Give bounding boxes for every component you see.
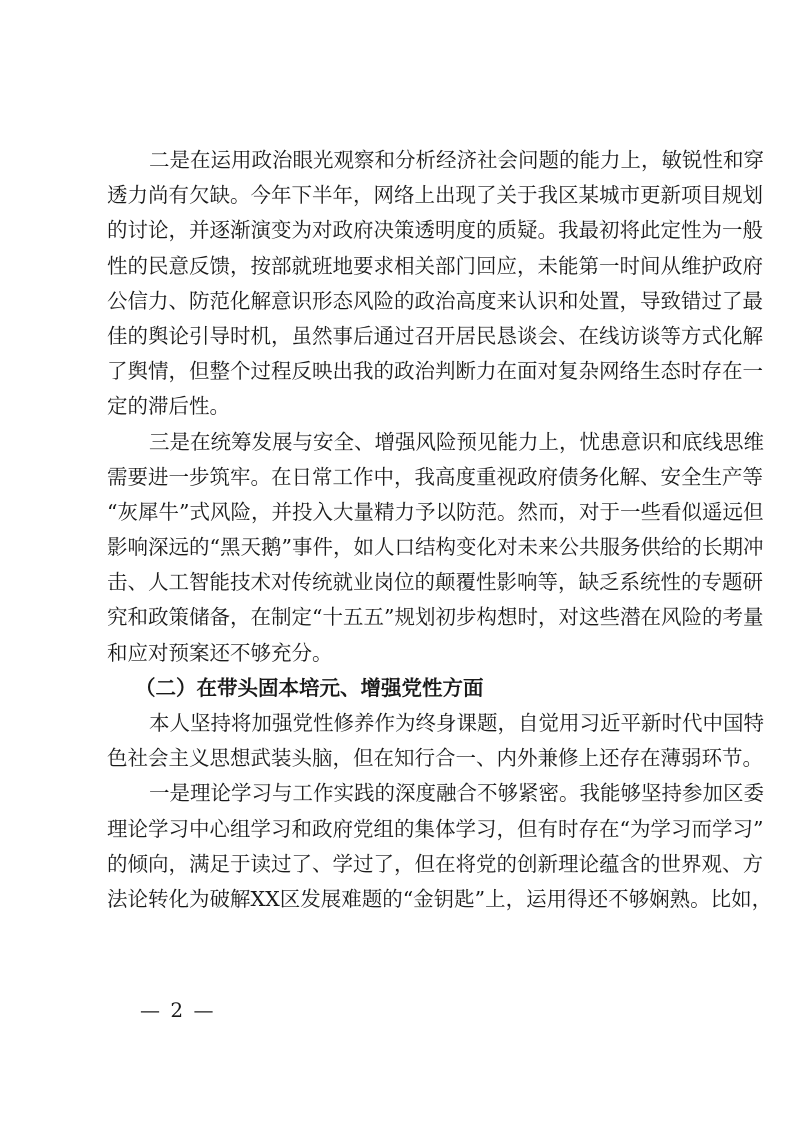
text-line: 影响深远的“黑天鹅”事件，如人口结构变化对未来公共服务供给的长期冲 bbox=[107, 535, 764, 560]
document-body bbox=[107, 143, 773, 917]
text-line: 的倾向，满足于读过了、学过了，但在将党的创新理论蕴含的世界观、方 bbox=[107, 851, 763, 876]
text-line: 一是理论学习与工作实践的深度融合不够紧密。我能够坚持参加区委 bbox=[149, 781, 764, 806]
text-line: （二）在带头固本培元、增强党性方面 bbox=[135, 675, 484, 700]
text-line: 需要进一步筑牢。在日常工作中，我高度重视政府债务化解、安全生产等 bbox=[107, 464, 763, 489]
text-line: 了舆情，但整个过程反映出我的政治判断力在面对复杂网络生态时存在一 bbox=[107, 359, 763, 384]
paragraph bbox=[107, 706, 764, 776]
paragraph bbox=[107, 425, 764, 671]
text-line: “灰犀牛”式风险，并投入大量精力予以防范。然而，对于一些看似遥远但 bbox=[107, 499, 764, 524]
text-line: 透力尚有欠缺。今年下半年，网络上出现了关于我区某城市更新项目规划 bbox=[107, 183, 763, 208]
text-line: 究和政策储备，在制定“十五五”规划初步构想时，对这些潜在风险的考量 bbox=[107, 605, 764, 630]
text-line: 和应对预案还不够充分。 bbox=[107, 640, 333, 665]
text-line: 法论转化为破解XX区发展难题的“金钥匙”上，运用得还不够娴熟。比如， bbox=[107, 886, 773, 911]
section-heading bbox=[107, 671, 689, 706]
text-line: 定的滞后性。 bbox=[107, 394, 230, 419]
text-line: 的讨论，并逐渐演变为对政府决策透明度的质疑。我最初将此定性为一般 bbox=[107, 218, 763, 243]
text-line: 性的民意反馈，按部就班地要求相关部门回应，未能第一时间从维护政府 bbox=[107, 253, 763, 278]
text-line: 二是在运用政治眼光观察和分析经济社会问题的能力上，敏锐性和穿 bbox=[149, 148, 764, 172]
text-line: 佳的舆论引导时机，虽然事后通过召开居民恳谈会、在线访谈等方式化解 bbox=[107, 323, 763, 348]
text-line: 色社会主义思想武装头脑，但在知行合一、内外兼修上还存在薄弱环节。 bbox=[107, 746, 763, 771]
text-line: 公信力、防范化解意识形态风险的政治高度来认识和处置，导致错过了最 bbox=[107, 288, 763, 313]
paragraph bbox=[107, 143, 764, 425]
text-line: 本人坚持将加强党性修养作为终身课题，自觉用习近平新时代中国特 bbox=[149, 711, 764, 735]
text-line: 理论学习中心组学习和政府党组的集体学习，但有时存在“为学习而学习” bbox=[107, 816, 764, 841]
text-line: 击、人工智能技术对传统就业岗位的颠覆性影响等，缺乏系统性的专题研 bbox=[107, 570, 763, 595]
page-number: — 2 — bbox=[140, 998, 216, 1022]
paragraph bbox=[107, 776, 773, 917]
text-line: 三是在统筹发展与安全、增强风险预见能力上，忧患意识和底线思维 bbox=[149, 429, 764, 454]
